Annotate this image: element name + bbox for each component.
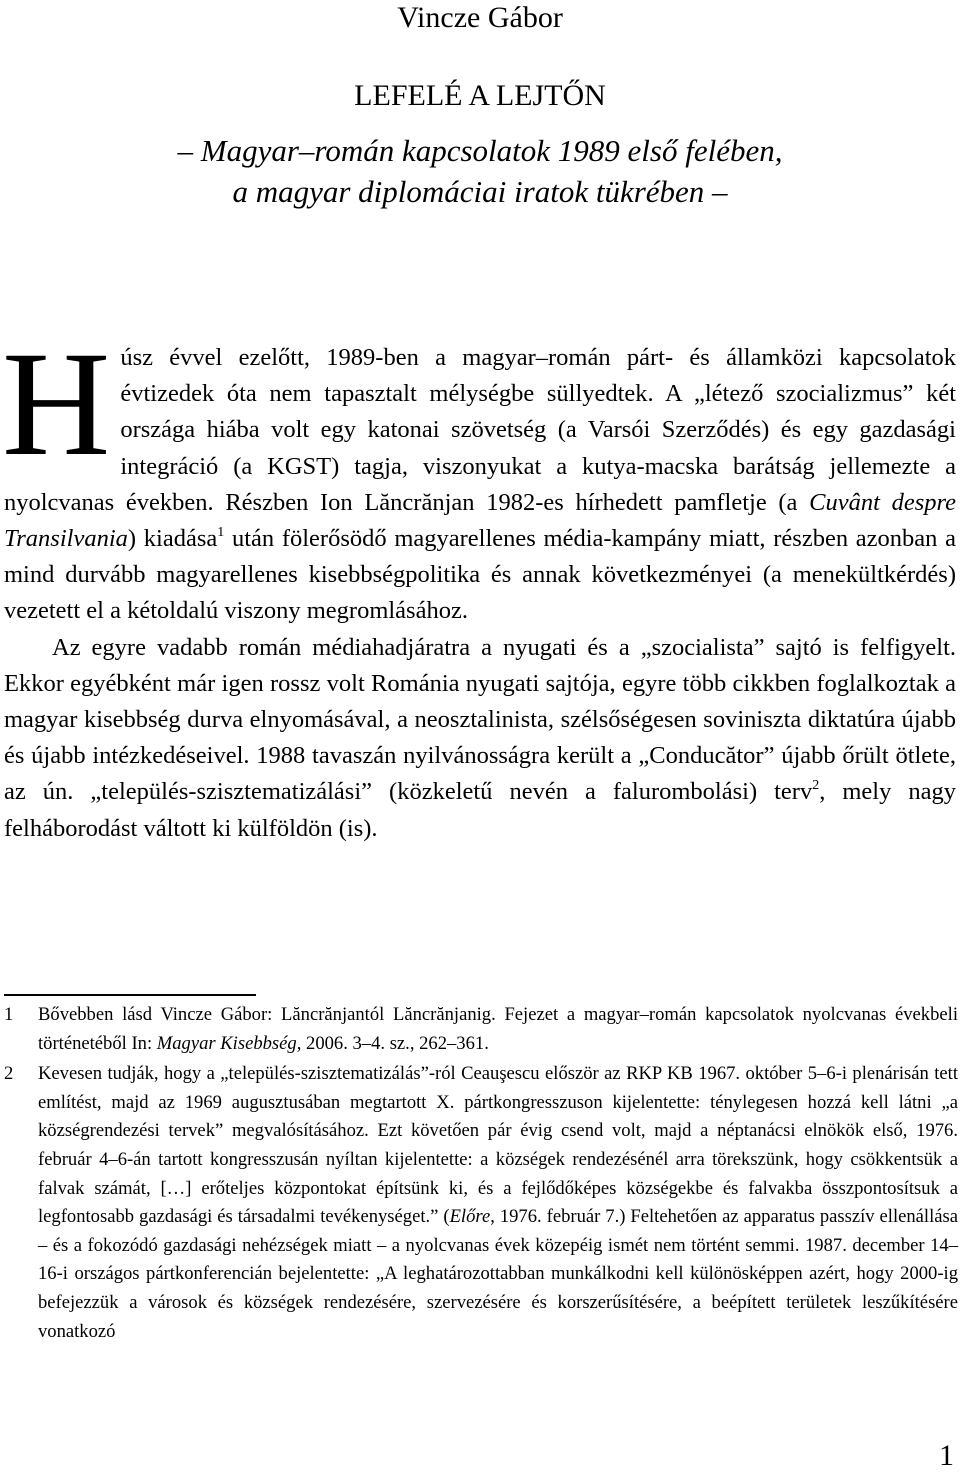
footnote-text: , 2006. 3–4. sz., 262–361. <box>296 1032 489 1054</box>
footnotes <box>4 1001 958 1348</box>
footnote-text: , 1976. február 7.) Feltehetően az apparatus passzív ellenállása – és a fokozódó gazdasági nehézségek miatt – a nyolcvanas évek közepéig ismét nem történt semmi. 1987. december 14–16-i országos pártkonferencián bejelentette: „A leghatározottabban munkálkodni kell különösképpen azért, hogy 2000-ig befejezzük a városok és községek rendezésére, szervezésére és korszerűsítésére, a beépített területek leszűkítésére vonatkozó <box>38 1206 958 1342</box>
footnote-text: Bővebben lásd Vincze Gábor: Lăncrănjantól Lăncrănjanig. Fejezet a magyar–román kapcsolatok nyolcvanas évekbeli történetéből In: <box>38 1004 958 1054</box>
footnote-text: Kevesen tudják, hogy a „település-szisztematizálás”-ról Ceauşescu először az RKP KB 1967. október 5–6-i plenárisán tett említést, majd az 1969 augusztusában megtartott X. pártkongresszuson kijelentette: ténylegesen hozzá kell látni „a községrendezési tervek” megvalósításához. Ezt követően pár évig csend volt, majd a néptanácsi elnökök első, 1976. február 4–6-án tartott kongresszusán nyíltan kijelentette: a községek rendezésénél arra törekszünk, hogy csökkentsük a falvak számát, […] erőteljes központokat építsünk ki, és a fejlődőképes községekbe és falvakba összpontosítsuk a legfontosabb gazdasági és társadalmi tevékenységet.” ( <box>38 1063 958 1228</box>
footnote-number: 1 <box>4 1004 14 1025</box>
paragraph-1-text-a: úsz évvel ezelőtt, 1989-ben a magyar–román párt- és államközi kapcsolatok évtizedek óta nem tapasztalt mélységbe süllyedtek. A „létező szocializmus” két országa hiába volt egy katonai szövetség (a Varsói Szerződés) és egy gazdasági integráció (a KGST) tagja, viszonyukat a kutya-macska barátság jellemezte a nyolcvanas években. Részben Ion Lăncrănjan 1982-es hírhedett pamfletje (a <box>4 344 956 516</box>
article-title: LEFELÉ A LEJTŐN <box>354 79 606 112</box>
drop-cap: H <box>2 321 111 487</box>
book-title-italic: Cuvânt despre Transilvania <box>4 488 956 553</box>
footnote-1 <box>4 1001 958 1058</box>
article-subtitle <box>0 130 960 212</box>
body-text <box>2 321 956 847</box>
author-name: Vincze Gábor <box>397 1 563 34</box>
footnote-italic: Magyar Kisebbség <box>156 1032 297 1054</box>
subtitle-line-1: – Magyar–román kapcsolatok 1989 első felében, <box>177 133 783 168</box>
paragraph-1-text-b: ) kiadása <box>127 525 218 553</box>
footnote-separator <box>4 994 256 996</box>
footnote-number: 2 <box>4 1063 14 1085</box>
footnote-ref-1[interactable]: 1 <box>217 525 225 541</box>
footnote-ref-2[interactable]: 2 <box>812 778 820 794</box>
paragraph-1-text-c: után fölerősödő magyarellenes média-kampány miatt, részben azonban a mind durvább magyarellenes kisebbségpolitika és annak következményei (a menekültkérdés) vezetett el a kétoldalú viszony megromlásához. <box>4 525 956 625</box>
subtitle-line-2: a magyar diplomáciai iratok tükrében – <box>232 174 728 209</box>
page-number: 1 <box>939 1439 954 1472</box>
footnote-2 <box>4 1060 958 1346</box>
paragraph-2 <box>4 630 956 847</box>
footnote-italic: Előre <box>449 1206 491 1228</box>
paragraph-2-text-a: Az egyre vadabb román médiahadjáratra a nyugati és a „szocialista” sajtó is felfigyelt. Ekkor egyébként már igen rossz volt Románia nyugati sajtója, egyre több cikkben foglalkoztak a magyar kisebbség durva elnyomásával, a neosztalinista, szélsőségesen soviniszta diktatúra újabb és újabb intézkedéseivel. 1988 tavaszán nyilvánosságra került a „Conducător” újabb őrült ötlete, az ún. „település-szisztematizálási” (közkeletű nevén a falurombolási) terv <box>4 633 956 806</box>
paragraph-1 <box>2 321 956 630</box>
paragraph-2-text-b: , mely nagy felháborodást váltott ki külföldön (is). <box>4 778 956 842</box>
